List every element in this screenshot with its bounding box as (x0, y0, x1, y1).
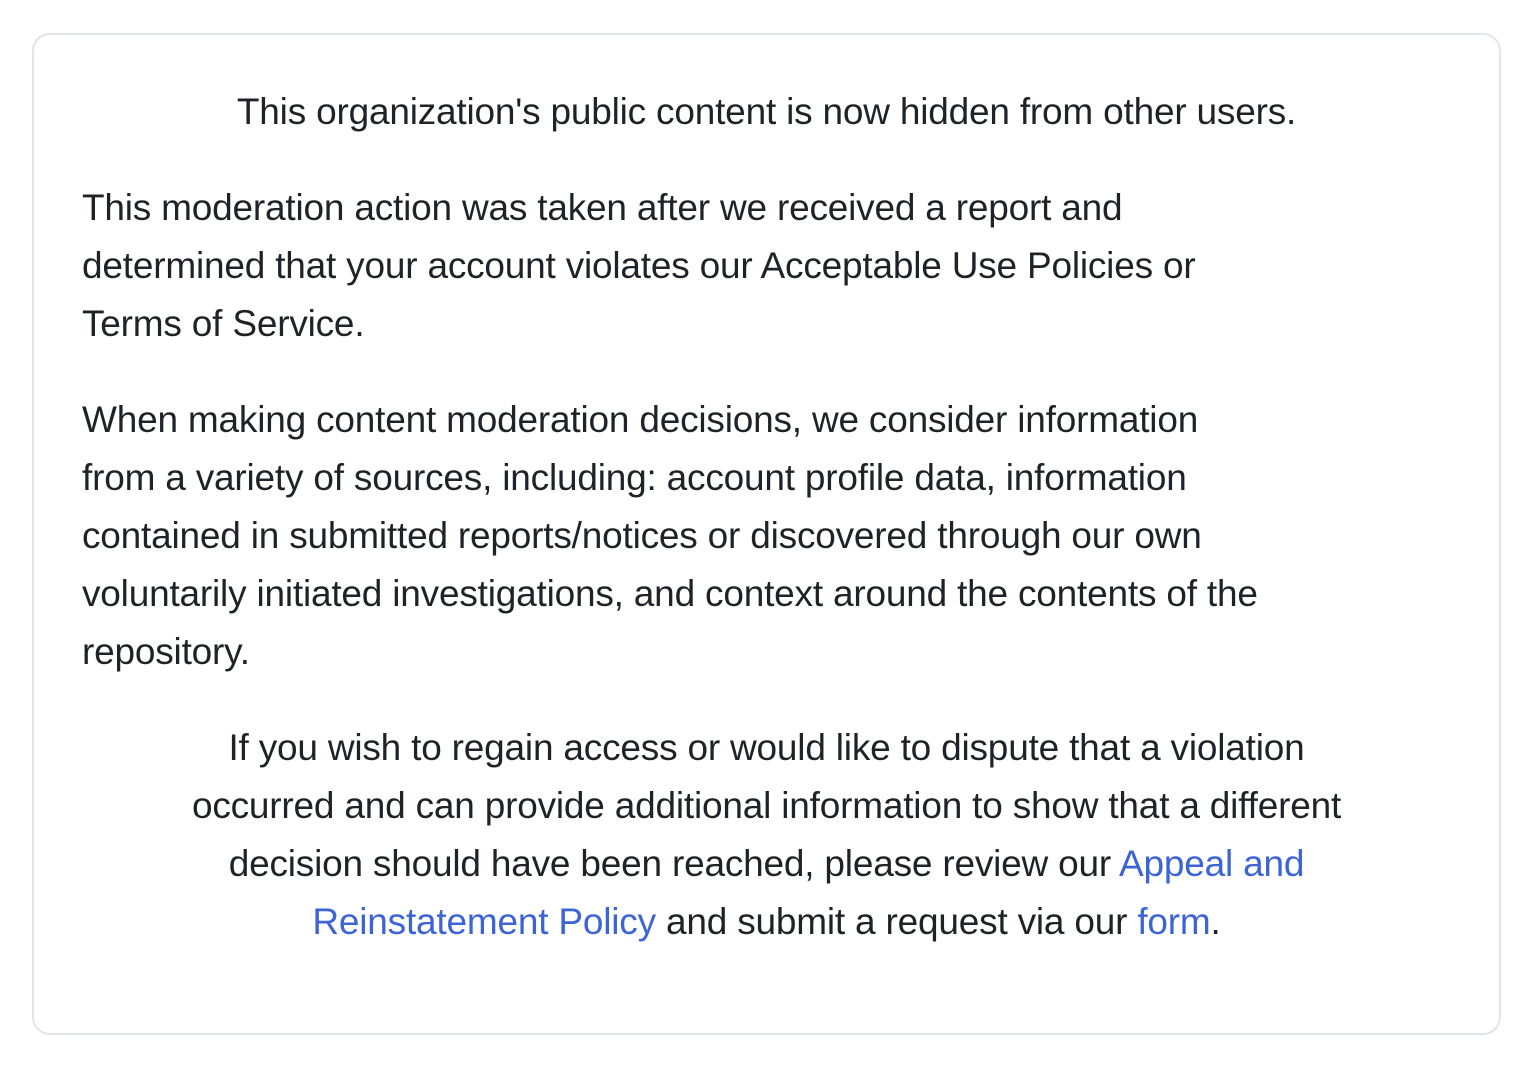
text-line (82, 295, 1451, 353)
text-line (82, 237, 1451, 295)
moderation-notice-card (32, 33, 1501, 1035)
text-segment: occurred and can provide additional information to show that a different (191, 785, 1342, 826)
text-line (82, 623, 1451, 681)
text-segment: If you wish to regain access or would like to dispute that a violation (228, 727, 1305, 768)
text-segment: and submit a request via our (655, 901, 1138, 942)
text-line (82, 565, 1451, 623)
text-line (82, 179, 1451, 237)
notice-paragraph (82, 719, 1451, 951)
text-segment: repository. (82, 631, 250, 672)
form-link[interactable]: form (1137, 901, 1211, 942)
text-segment: This organization's public content is now hidden from other users. (236, 91, 1297, 132)
appeal-and-reinstatement-policy-link[interactable]: Appeal and (1119, 843, 1305, 884)
text-segment: Terms of Service. (82, 303, 365, 344)
text-line (82, 777, 1451, 835)
text-segment: determined that your account violates our Acceptable Use Policies or (82, 245, 1196, 286)
text-line (82, 719, 1451, 777)
notice-paragraph (82, 179, 1451, 353)
text-line (82, 893, 1451, 951)
text-line (82, 449, 1451, 507)
notice-paragraph (82, 83, 1451, 141)
notice-body (82, 83, 1451, 951)
text-segment: decision should have been reached, please review our (228, 843, 1120, 884)
text-line (82, 507, 1451, 565)
text-segment: . (1210, 901, 1221, 942)
text-segment: from a variety of sources, including: account profile data, information (82, 457, 1187, 498)
notice-paragraph (82, 391, 1451, 681)
text-segment: contained in submitted reports/notices or discovered through our own (82, 515, 1202, 556)
text-segment: voluntarily initiated investigations, and context around the contents of the (82, 573, 1258, 614)
text-line (82, 83, 1451, 141)
text-line (82, 391, 1451, 449)
text-segment: When making content moderation decisions, we consider information (82, 399, 1199, 440)
appeal-and-reinstatement-policy-link[interactable]: Reinstatement Policy (312, 901, 656, 942)
text-line (82, 835, 1451, 893)
text-segment: This moderation action was taken after we received a report and (82, 187, 1123, 228)
